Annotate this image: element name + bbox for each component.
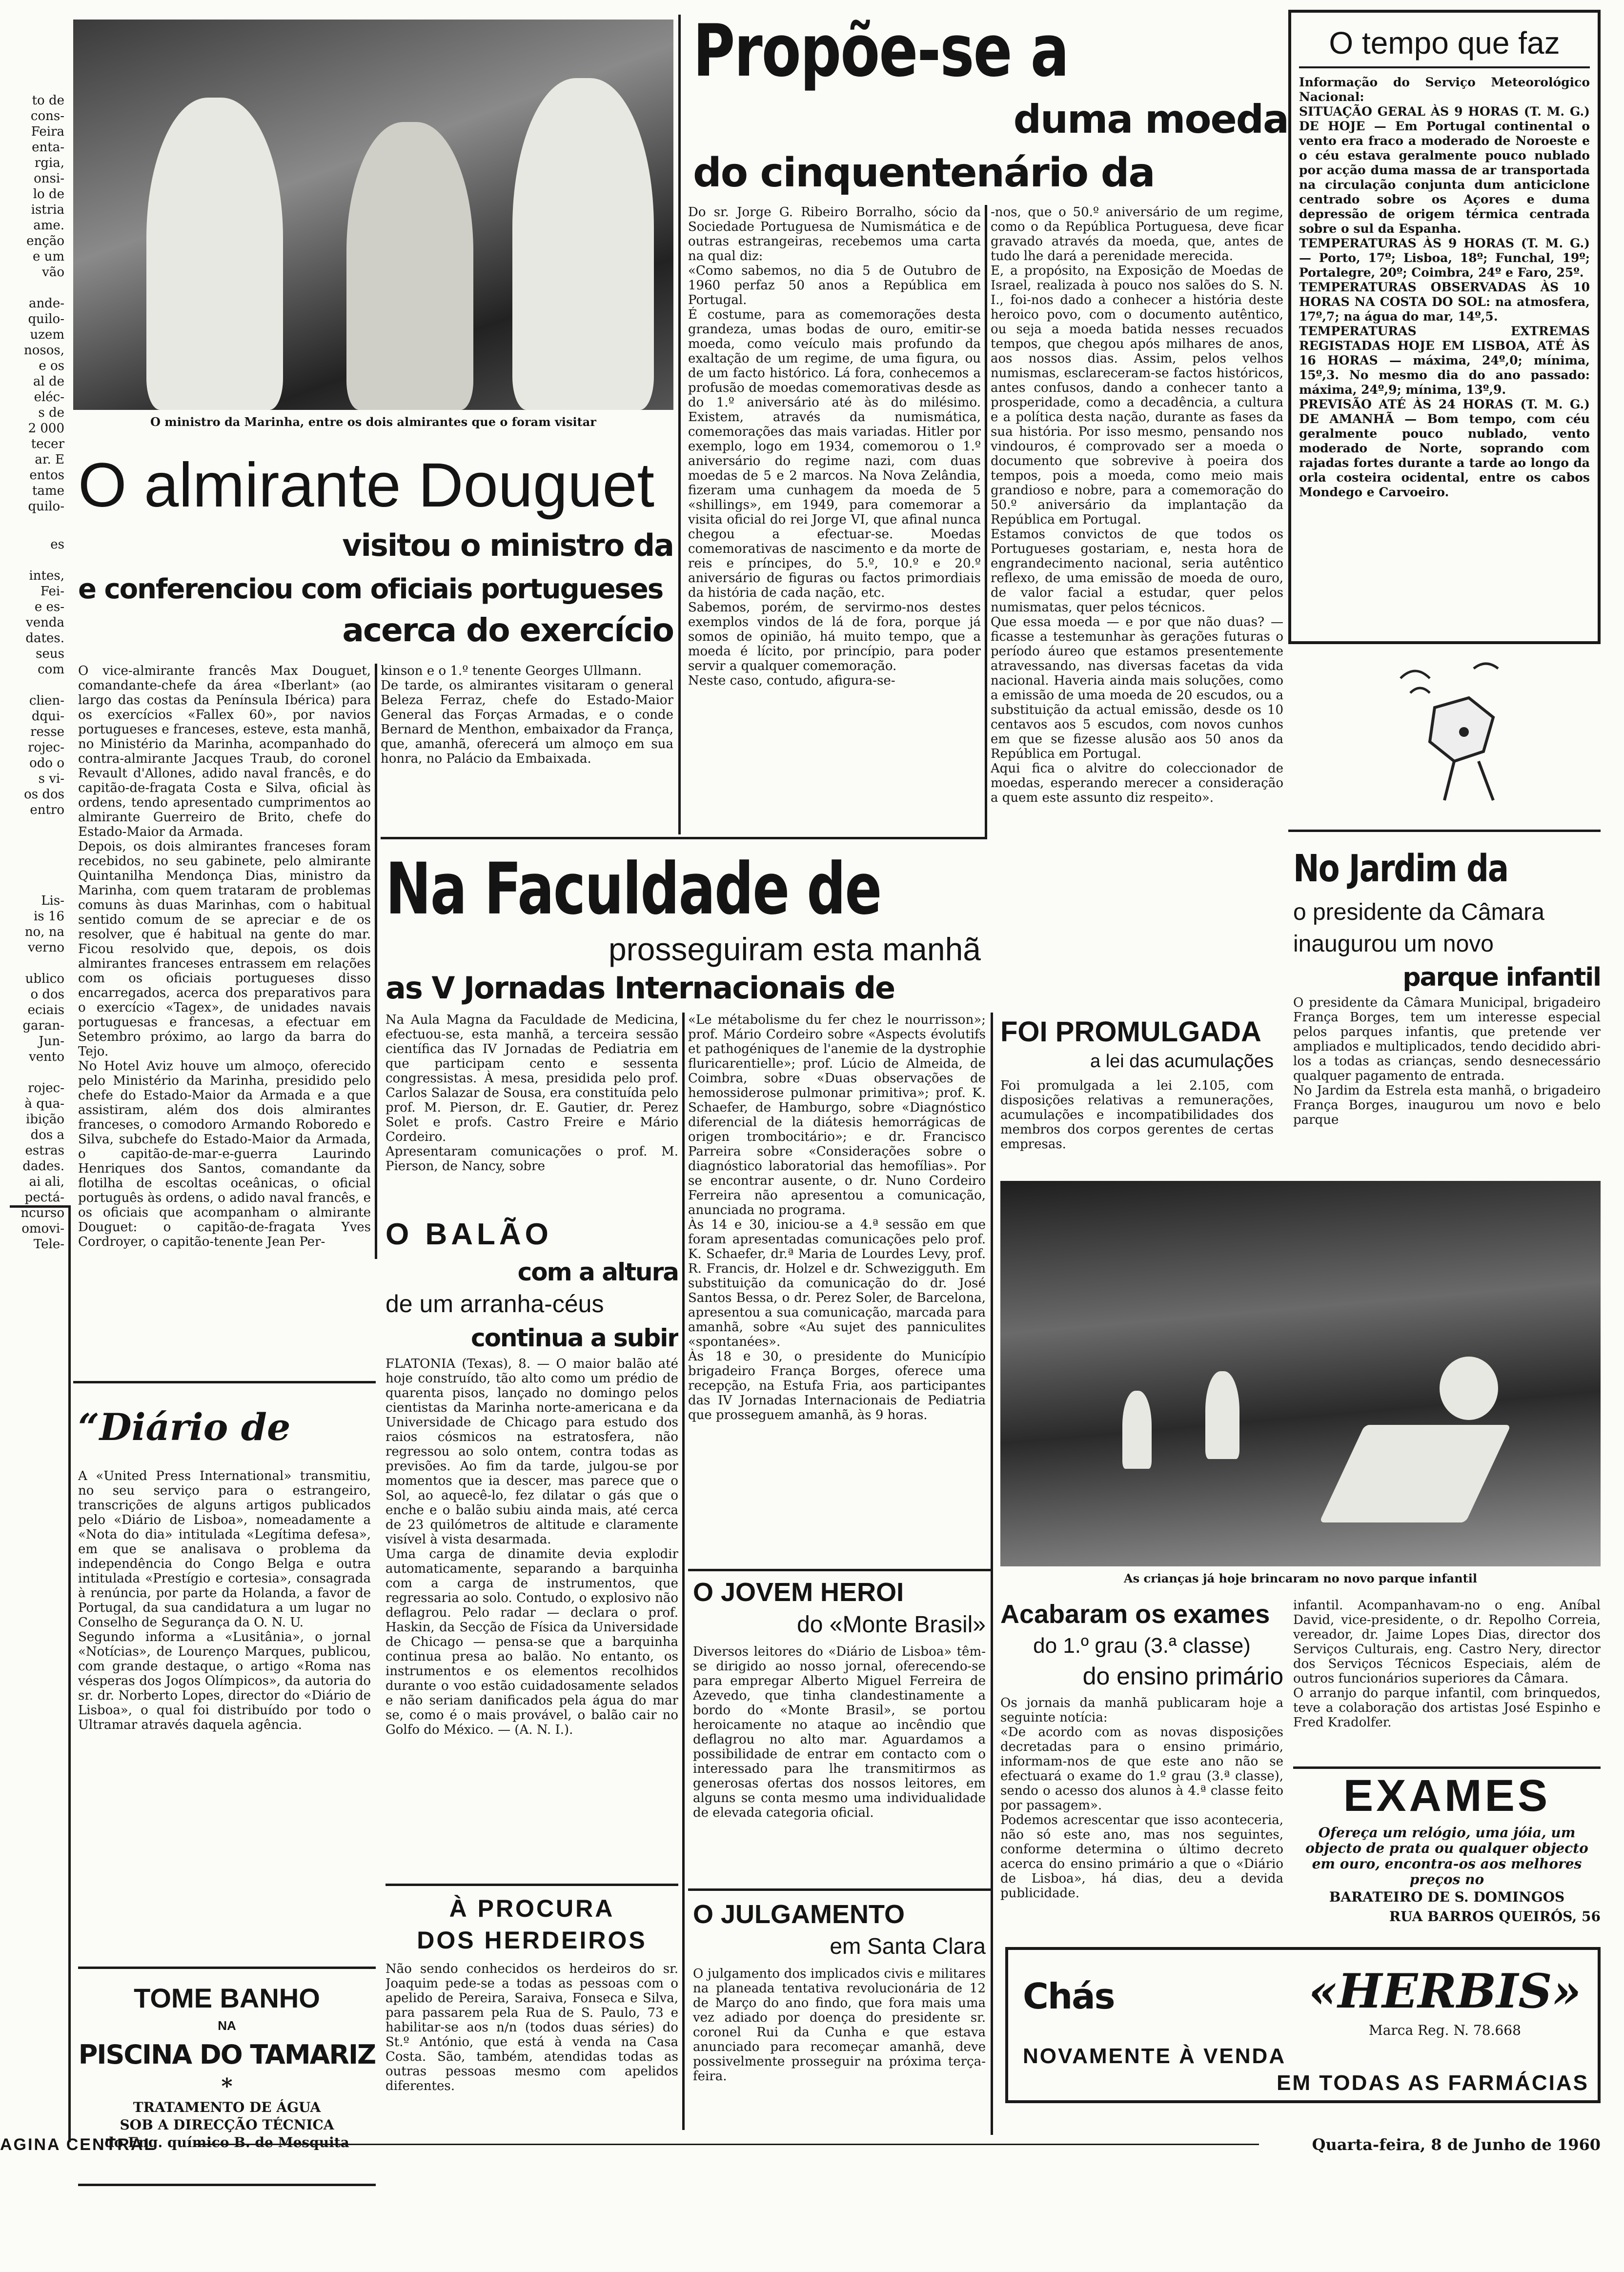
herbis-line-1: NOVAMENTE À VENDA (1023, 2044, 1286, 2068)
moeda-subtitle-2: do cinquentenário da (693, 150, 1155, 196)
moeda-column-2: -nos, que o 50.º aniversário de um regime, como o da República Portuguesa, deve ficar gravado através da moeda, que, antes de tudo lhe dará a perenidade merecida. E, a propósito, na Exposição de Moedas de Israel, realizada à pouco nos salões do S. N. I., foi-nos dado a conhecer a história deste heroico povo, com o documento autêntico, ou seja a moeda batida nesses recuados tempos, que chegou após milhares de anos, aos nossos dias. Assim, pelos velhos numismas, esclareceram-se factos históricos, antes confusos, dando a conhecer tanto a prosperidade, como a decadência, a cultura e a política desta nação, durante as fases da sua história. Por isso mesmo, pensando nos vindouros, é comprovado ser a moeda o documento que sobrevive à poeira dos tempos, pois a moeda, como meio mais grandioso e nobre, para a comemoração do 50.º aniversário da implantação da República em Portugal. Estamos convictos de que todos os Portugueses gostariam, e, nesta hora de engrandecimento nacional, seria autêntico reflexo, de uma emissão de moeda de ouro, de valor facial a estudar, quer pelos numismatas, quer pelos técnicos. Que essa moeda — e por que não duas? — ficasse a testemunhar às gerações futuras o período áureo que estamos presentemente atravessando, nas diversas facetas da vida nacional. Haveria ainda mais soluções, como a emissão de uma moeda de 20 escudos, ou a substituição da actual emissão, desde os 10 centavos aos 5 escudos, com novos cunhos em que se fizesse alusão aos 50 anos da República em Portugal. Aqui fica o alvitre do coleccionador de moedas, esperando merecer a consideração a quem este assunto diz respeito». (991, 205, 1283, 805)
jardim-top-rule (1288, 830, 1601, 832)
weather-cartoon-icon (1381, 649, 1537, 810)
balao-subtitle-2: de um arranha-céus (386, 1290, 604, 1318)
diario-top-rule (73, 1381, 376, 1383)
left-fragment-line: cons- (30, 109, 64, 123)
footer-right: Quarta-feira, 8 de Junho de 1960 (1312, 2135, 1601, 2154)
admirals-photo (73, 20, 673, 410)
left-fragment-line: rgia, (34, 156, 64, 170)
piscina-star: * (221, 2074, 233, 2099)
balao-subtitle-3: continua a subir (470, 1324, 678, 1352)
left-fragment-line: ibição (26, 1112, 64, 1127)
footer-left: AGINA CENTRAL (0, 2135, 156, 2154)
piscina-line-4: TRATAMENTO DE ÁGUA (133, 2099, 321, 2115)
left-fragment-line: dos a (30, 1128, 64, 1142)
exames-body: Os jornais da manhã publicaram hoje a seguinte notícia: «De acordo com as novas disposições decretadas para o ensino primário, informam-nos de que este ano não se efectuará o exame do 1.º grau (3.ª classe), sendo o acesso dos alunos à 4.ª classe feito por passagem». Podemos acrescentar que isso aconteceria, não só este ano, mas nos seguintes, conforme determina o último decreto acerca do ensino primário a que o «Diário de Lisboa», há dias, deu a devida publicidade. (1000, 1696, 1283, 1901)
left-fragment-line: onsi- (34, 171, 64, 186)
left-fragment-line: quilo- (28, 499, 64, 514)
left-fragment-line: rojec- (28, 1081, 64, 1095)
douguet-subtitle-2: e conferenciou com oficiais portugueses (78, 573, 663, 605)
julgamento-title: O JULGAMENTO (693, 1900, 905, 1929)
herbis-brand: «HERBIS» (1308, 1965, 1582, 2018)
promulgada-subtitle: a lei das acumulações (1090, 1051, 1274, 1072)
left-fragment-line: seus (36, 647, 64, 661)
ad-exames-body: Ofereça um relógio, uma jóia, um objecto de prata ou qualquer objecto em ouro, encontra-os aos melhores preços no (1305, 1825, 1588, 1887)
left-fragment-line: eléc- (34, 390, 64, 405)
jardim-body-continued: infantil. Acompanhavam-no o eng. Aníbal David, vice-presidente, o dr. Repolho Correia, vereador, dr. Jaime Lopes Dias, director dos Serviços Culturais, eng. Castro Nery, director dos Serviços Técnicos Especiais, além de outros funcionários superiores da Câmara. O arranjo do parque infantil, com brinquedos, teve a colaboração dos artistas José Espinho e Fred Kradolfer. (1293, 1598, 1601, 1730)
moeda-column-1: Do sr. Jorge G. Ribeiro Borralho, sócio da Sociedade Portuguesa de Numismática e de outras estrangeiras, recebemos uma carta na qual diz: «Como sabemos, no dia 5 de Outubro de 1960 perfaz 50 anos a República em Portugal. É costume, para as comemorações desta grandeza, umas bodas de ouro, emitir-se moeda, como veículo mais profundo da exaltação de um regime, de uma figura, ou de um facto histórico. Lá fora, conhecemos a profusão de moedas comemorativas desde as do 1.º aniversário até às do milésimo. Existem, através da numismática, comemorações das mais variadas. Hitler por exemplo, logo em 1934, comemorou o 1.º aniversário do regime nazi, com duas moedas de 5 e 2 marcos. Na Nova Zelândia, fizeram uma cunhagem da moeda de 5 «shillings», em 1949, para comemorar a visita oficial do rei Jorge VI, que afinal nunca chegou a efectuar-se. Moedas comemorativas de nascimento e da morte de reis e príncipes, do 5.º, 10.º e 20.º aniversário de figuras ou factos primordiais da história de cada nação, etc. Sabemos, porém, de servirmo-nos destes exemplos vindos de lá de fora, porque já somos de opinião, há muito tempo, que a moeda é lícito, por princípio, para poder servir a qualquer comemoração. Neste caso, contudo, afigura-se- (688, 205, 981, 688)
herbis-line-2: EM TODAS AS FARMÁCIAS (1277, 2071, 1589, 2095)
julgamento-subtitle: em Santa Clara (830, 1933, 986, 1959)
left-fragment-line: ame. (33, 218, 64, 233)
jovem-title: O JOVEM HEROI (693, 1578, 904, 1607)
procura-title-2: DOS HERDEIROS (417, 1927, 647, 1954)
jovem-body: Diversos leitores do «Diário de Lisboa» têm-se dirigido ao nosso jornal, oferecendo-se para empregar Alberto Miguel Ferreira de Azevedo, que tinha clandestinamente a bordo do «Monte Brasil», se portou heroicamente no ataque ao incêndio que deflagrou no alto mar. Aguardamos a possibilidade de entrar em contacto com o interessado para lhe transmitirmos as generosas ofertas dos nossos leitores, em alguns se conta mesmo uma individualidade de elevada categoria oficial. (693, 1644, 986, 1820)
jovem-top-rule (688, 1569, 991, 1571)
left-fragment-line: ncurso (20, 1206, 64, 1220)
left-fragment-line (2, 955, 64, 971)
left-fragment-line: dqui- (31, 709, 64, 724)
medicina-column-rule (682, 1013, 685, 2130)
left-fragment-line: is 16 (33, 909, 64, 924)
jardim-subtitle-2: inaugurou um novo (1293, 931, 1494, 957)
child-figure-3 (1440, 1357, 1498, 1420)
julgamento-top-rule (688, 1888, 991, 1891)
ad-exames-address: RUA BARROS QUEIRÓS, 56 (1389, 1908, 1601, 1925)
left-fragment-mid (2, 537, 64, 839)
slide-structure (1319, 1425, 1511, 1522)
left-fragment-line: à qua- (24, 1096, 64, 1111)
left-fragment-line: intes, (29, 568, 64, 583)
left-fragment-line: s vi- (38, 771, 64, 786)
douguet-subtitle-3: acerca do exercício (342, 611, 673, 649)
douguet-subtitle-1: visitou o ministro da (342, 527, 673, 563)
left-fragment-line: omovi- (21, 1221, 64, 1236)
left-fragment-line: o dos (30, 987, 64, 1002)
douguet-title: O almirante Douguet (78, 450, 655, 520)
medicina-subtitle-2: as V Jornadas Internacionais de (386, 970, 895, 1006)
promulgada-body: Foi promulgada a lei 2.105, com disposições relativas a remunerações, acumulações e incompatibilidades dos membros dos corpos gerentes de certas empresas. (1000, 1078, 1274, 1152)
douguet-column-2: kinson e o 1.º tenente Georges Ullmann. De tarde, os almirantes visitaram o general Beleza Ferraz, chefe do Estado-Maior General das Forças Armadas, e o conde Bernard de Menthon, embaixador da França, que, amanhã, oferecerá um almoço em sua honra, no Palácio da Embaixada. (381, 664, 673, 766)
left-fragment-line: Lis- (41, 893, 64, 908)
child-figure-1 (1122, 1391, 1152, 1469)
jovem-subtitle: do «Monte Brasil» (797, 1612, 986, 1638)
medicina-title: Na Faculdade de (386, 848, 881, 931)
left-fragment-line: nosos, (23, 343, 64, 358)
balao-body: FLATONIA (Texas), 8. — O maior balão até hoje construído, tão alto como um prédio de quarenta pisos, lançado no domingo pelos cientistas da Marinha norte-americana e da Universidade de Chicago para estudo dos raios cósmicos na estratosfera, não regressou ao solo ontem, contra todas as previsões. Ao fim da tarde, julgou-se por momentos que ia descer, mas parece que o Sol, ao aquecê-lo, fez dilatar o gás que o enche e o balão subiu ainda mais, até cerca de 23 quilómetros de altitude e claramente visível à vista desarmada. Uma carga de dinamite devia explodir automaticamente, separando a barquinha com a carga de instrumentos, que regressaria ao solo. Contudo, o explosivo não deflagrou. Pelo radar — declara o prof. Haskin, da Secção de Física da Universidade de Chicago — pensa-se que a barquinha continua presa ao balão. No entanto, os instrumentos e os elementos recolhidos durante o voo estão cuidadosamente selados e não seriam danificados pela água do mar se, como é o mais provável, o balão cair no Golfo do México. — (A. N. I.). (386, 1357, 678, 1737)
left-fragment-line: Fei- (40, 584, 64, 599)
left-fragment-line: tame (32, 484, 64, 498)
left-fragment-line: entro (30, 803, 64, 817)
medicina-column-2: «Le métabolisme du fer chez le nourrisson»; prof. Mário Cordeiro sobre «Aspects évolutifs et pathogéniques de l'anemie de la dystrophie fluricarentielle»; prof. Lúcio de Almeida, de Coimbra, sobre «Duas observações de hemossiderose pulmonar primitiva»; prof. K. Schaefer, de Hamburgo, sobre «Diagnóstico diferencial de la diátesis hemorrágicas de origen trombocitário»; e dr. Francisco Parreira sobre «Considerações sobre o diagnóstico laboratorial das hemofílias». Por se encontrar ausente, o dr. Nuno Cordeiro Ferreira não apresentou a comunicação, anunciada no programa. Às 14 e 30, iniciou-se a 4.ª sessão em que foram apresentadas comunicações pelo prof. K. Schaefer, dr.ª Maria de Lourdes Levy, prof. R. Francis, dr. Holzel e dr. Schwezigguth. Em substituição da comunicação do dr. José Santos Bessa, o dr. Perez Soler, de Barcelona, apresentou a sua comunicação, marcada para amanhã, sobre «Au sujet des panniculites «spontanées». Às 18 e 30, o presidente do Município brigadeiro França Borges, oferece uma recepção, na Estufa Fria, aos participantes das IV Jornadas Internacionais de Pediatria que prosseguem amanhã, às 9 horas. (688, 1013, 986, 1422)
left-fragment-line: Tele- (33, 1237, 64, 1252)
ad-exames-shop: BARATEIRO DE S. DOMINGOS (1329, 1889, 1565, 1905)
left-fragment-low (2, 893, 64, 1274)
moeda-title: Propõe-se a (693, 8, 1069, 93)
left-fragment-line: ai ali, (29, 1175, 64, 1189)
left-fragment-line: es (50, 537, 64, 552)
left-fragment-line: Feira (31, 124, 64, 139)
row-divider-1 (381, 837, 986, 839)
left-fragment-line: vão (42, 265, 64, 280)
left-fragment-top (2, 93, 64, 532)
exames-title: Acabaram os exames (1000, 1600, 1270, 1629)
left-fragment-line: estras (25, 1143, 64, 1158)
left-fragment-line: e os (39, 359, 64, 373)
left-fragment-line: verno (28, 940, 64, 955)
exames-subtitle-2: do ensino primário (1082, 1663, 1283, 1690)
ad-exames-title: EXAMES (1343, 1771, 1551, 1820)
left-fragment-line: vento (29, 1050, 64, 1064)
left-fragment-line (2, 677, 64, 693)
medicina-column-1: Na Aula Magna da Faculdade de Medicina, efectuou-se, esta manhã, a terceira sessão científica das IV Jornadas de Pediatria em que participam cento e sessenta congressistas. À mesa, presidida pelo prof. Carlos Salazar de Sousa, era constituída pelo prof. M. Pierson, dr. E. Gautier, dr. Perez Solet e profs. Castro Freire e Mário Cordeiro. Apresentaram comunicações o prof. M. Pierson, de Nancy, sobre (386, 1013, 678, 1174)
left-fragment-line: garan- (22, 1018, 64, 1033)
left-fragment-line: ar. E (35, 452, 64, 467)
herbis-reg: Marca Reg. N. 78.668 (1369, 2022, 1521, 2038)
julgamento-body: O julgamento dos implicados civis e militares na planeada tentativa revolucionária de 12 de Março do ano findo, que fora mais uma vez adiado por doença do presidente sr. coronel Rui da Cunha e que estava anunciado para recomeçar amanhã, deve possivelmente prosseguir na próxima terça-feira. (693, 1967, 986, 2084)
herbis-ad (1005, 1947, 1601, 2103)
jardim-title: No Jardim da (1293, 847, 1508, 891)
left-fragment-line: ublico (25, 972, 64, 986)
person-center (346, 122, 473, 410)
footer-rule-left (195, 2144, 1259, 2145)
diario-body: A «United Press International» transmitiu, no seu serviço para o estrangeiro, transcrições de alguns artigos publicados pelo «Diário de Lisboa», nomeadamente a «Nota do dia» intitulada «Legítima defesa», em que se analisava o problema da independência do Congo Belga e outra intitulada «Prestígio e cortesia», consagrada à renúncia, por parte da Holanda, a favor de Portugal, da sua candidatura a um lugar no Conselho de Segurança da O. N. U. Segundo informa a «Lusitânia», o jornal «Notícias», de Lourenço Marques, publicou, com grande destaque, o artigo «Roma nas vésperas dos Jogos Olímpicos», da autoria do sr. dr. Norberto Lopes, director do «Diário de Lisboa», o qual foi distribuído por todo o Ultramar através daquela agência. (78, 1469, 371, 1732)
moeda-subtitle-1: duma moeda (1013, 97, 1288, 142)
left-fragment-line: quilo- (28, 312, 64, 326)
left-fragment-line: 2 000 (28, 421, 64, 436)
left-fragment-line: Jun- (39, 1034, 64, 1049)
left-fragment-line: s de (38, 406, 64, 420)
left-fragment-line: e es- (34, 600, 64, 614)
piscina-line-6: do Eng. químico B. de Mesquita (104, 2134, 349, 2150)
piscina-line-2: NA (218, 2018, 236, 2033)
left-fragment-line: ande- (28, 296, 64, 311)
park-photo-caption: As crianças já hoje brincaram no novo parque infantil (1124, 1571, 1477, 1585)
left-fragment-line: istria (31, 203, 64, 217)
left-fragment-line: venda (26, 615, 64, 630)
left-fragment-line: dates. (25, 631, 64, 646)
balao-subtitle-1: com a altura (517, 1258, 678, 1286)
left-fragment-line (2, 1065, 64, 1080)
piscina-line-1: TOME BANHO (134, 1983, 320, 2013)
left-fragment-line: dades. (22, 1159, 64, 1174)
herbis-left: Chás (1023, 1976, 1115, 2017)
left-fragment-line: clien- (29, 693, 64, 708)
douguet-column-1: O vice-almirante francês Max Douguet, comandante-chefe da área «Iberlant» (ao largo das costas da Península Ibérica) para os exercícios «Fallex 60», por navios portugueses e franceses, esteve, esta manhã, no Ministério da Marinha, acompanhado do contra-almirante Jacques Traub, do coronel Revault d'Allones, adido naval francês, e do capitão-de-fragata Costa e Silva, oficial às ordens, tendo apresentado cumprimentos ao almirante Guerreiro de Brito, chefe do Estado-Maior da Armada. Depois, os dois almirantes franceses foram recebidos, no seu gabinete, pelo almirante Quintanilha Mendonça Dias, ministro da Marinha, com quem trataram de problemas comuns às duas Marinhas, com o habitual sentido comum de se apreciar e de os resolver, que é habitual na gente do mar. Ficou resolvido que, depois, os dois almirantes franceses entrassem em relações com os oficiais portugueses disso encarregados, acerca dos preparativos para o exercício «Tagex», de unidades navais portuguesas e francesas, a efectuar em Setembro próximo, ao largo da barra do Tejo. No Hotel Aviz houve um almoço, oferecido pelo Ministério da Marinha, presidido pelo chefe do Estado-Maior da Armada e a que assistiram, além dos dois almirantes franceses, o comodoro Armando Roboredo e Silva, subchefe do Estado-Maior da Armada, o capitão-de-mar-e-guerra Laurindo Henriques dos Santos, comandante da flotilha de escoltas oceânicas, o oficial português às ordens, o adido naval francês, e os oficiais que acompanham o almirante Douguet: o capitão-de-fragata Yves Cordroyer, o capitão-tenente Jean Per- (78, 664, 371, 1249)
left-fragment-line: enção (26, 234, 64, 248)
child-figure-2 (1205, 1371, 1239, 1459)
photo1-caption: O ministro da Marinha, entre os dois almirantes que o foram visitar (150, 415, 596, 429)
procura-body: Não sendo conhecidos os herdeiros do sr. Joaquim pede-se a todas as pessoas com o apelido de Pereira, Saraiva, Fonseca e Silva, para passarem pela Rua de S. Paulo, 73 e habilitar-se aos n/n (todos duas séries) do St.º António, que está à venda na Casa Costa. São, também, atendidas todas as outras pessoas mesmo com apelidos diferentes. (386, 1962, 678, 2093)
piscina-line-5: SOB A DIRECÇÃO TÉCNICA (120, 2117, 334, 2133)
center-rule-2 (991, 1013, 993, 2135)
douguet-column-rule (375, 664, 377, 1259)
center-rule-1 (678, 15, 681, 834)
person-right (512, 78, 654, 410)
park-photo (1000, 1181, 1601, 1566)
piscina-line-3: PISCINA DO TAMARIZ (78, 2039, 376, 2070)
left-fragment-line: no, na (24, 925, 64, 939)
left-fragment-line: resse (30, 725, 64, 739)
left-fragment-line: com (38, 662, 64, 677)
weather-title: O tempo que faz (1299, 20, 1590, 68)
left-fragment-line: rojec- (28, 740, 64, 755)
jardim-subtitle-1: o presidente da Câmara (1293, 899, 1544, 925)
left-column-rule (68, 1205, 71, 2142)
exames-subtitle-1: do 1.º grau (3.ª classe) (1033, 1634, 1251, 1658)
left-fragment-line: uzem (30, 327, 64, 342)
weather-body: Informação do Serviço Meteorológico Nacional: SITUAÇÃO GERAL ÀS 9 HORAS (T. M. G.) DE HOJE — Em Portugal continental o vento era fraco a moderado de Noroeste e o céu estava geralmente pouco nublado por acção duma massa de ar transportada na circulação conjunta dum anticiclone centrado sobre os Açores e duma depressão de origem térmica centrada sobre o sul da Espanha. TEMPERATURAS ÀS 9 HORAS (T. M. G.) — Porto, 17º; Lisboa, 18º; Funchal, 19º; Portalegre, 20º; Coimbra, 24º e Faro, 25º. TEMPERATURAS OBSERVADAS ÀS 10 HORAS NA COSTA DO SOL: na atmosfera, 17º,7; na água do mar, 14º,5. TEMPERATURAS EXTREMAS REGISTADAS HOJE EM LISBOA, ATÉ ÀS 16 HORAS — máxima, 24º,0; mínima, 15º,3. No mesmo dia do ano passado: máxima, 24º,9; mínima, 13º,9. PREVISÃO ATÉ ÀS 24 HORAS (T. M. G.) DE AMANHÃ — Bom tempo, com céu geralmente pouco nublado, vento moderado de Norte, soprando com rajadas fortes durante a tarde ao longo da orla costeira ocidental, entre os cabos Mondego e Carvoeiro. (1299, 75, 1590, 499)
moeda-column-rule (985, 205, 987, 839)
left-fragment-line: pectá- (24, 1190, 64, 1205)
person-left (146, 98, 283, 410)
left-fragment-line: os dos (24, 787, 64, 802)
left-fragment-line: entos (29, 468, 64, 483)
exames-ad-top-rule (1293, 1766, 1601, 1769)
promulgada-title: FOI PROMULGADA (1000, 1016, 1261, 1048)
left-fragment-line: al de (33, 374, 64, 389)
left-fragment-line (2, 552, 64, 568)
balao-title: O BALÃO (386, 1217, 552, 1251)
left-fragment-line: lo de (33, 187, 64, 202)
left-fragment-line: enta- (32, 140, 64, 155)
weather-box (1288, 10, 1601, 644)
left-fragment-line: to de (32, 93, 64, 108)
medicina-subtitle-1: prosseguiram esta manhã (608, 931, 981, 967)
jardim-subtitle-3: parque infantil (1402, 963, 1601, 992)
left-fragment-line: tecer (31, 437, 64, 451)
left-fragment-line: e um (32, 249, 64, 264)
left-fragment-line: odo o (29, 756, 64, 771)
left-fragment-line: eciais (27, 1003, 64, 1017)
left-fragment-line (2, 280, 64, 296)
procura-top-rule (386, 1884, 678, 1886)
jardim-body: O presidente da Câmara Municipal, brigadeiro França Borges, tem um interesse especial pelos parques infantis, que pretende ver ampliados e multiplicados, tendo decidido abri-los a todas as crianças, sendo desnecessário qualquer pagamento de entrada. No Jardim da Estrela esta manhã, o brigadeiro França Borges, inaugurou um novo e belo parque (1293, 995, 1601, 1127)
left-fragment-rule (10, 1205, 68, 1208)
diario-title: “Diário de (78, 1405, 291, 1449)
procura-title-1: À PROCURA (449, 1895, 615, 1922)
